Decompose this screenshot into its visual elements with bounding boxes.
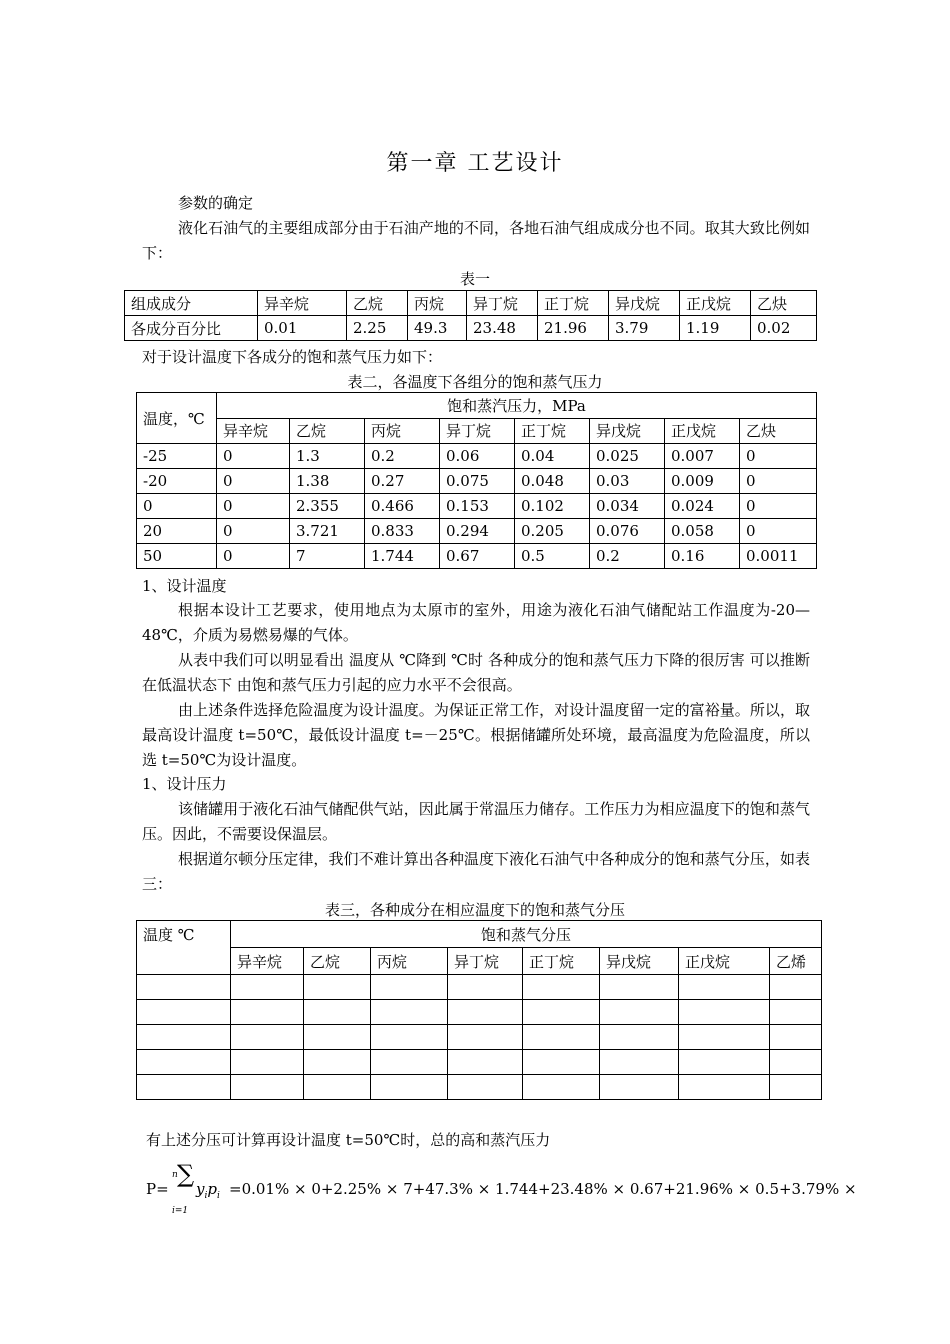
table-cell: [371, 1075, 448, 1100]
table-row: [137, 469, 817, 494]
formula-lhs: P=: [146, 1180, 169, 1198]
chapter-title: 第一章 工艺设计: [386, 151, 564, 176]
table-row: [137, 1000, 822, 1025]
table-cell: 3.79: [609, 316, 680, 341]
table-cell: [137, 1000, 231, 1025]
table-cell: -20: [137, 469, 217, 494]
table-header-cell: 正丁烷: [515, 418, 590, 444]
table-cell: 0.2: [365, 444, 440, 469]
table-cell: 21.96: [538, 316, 609, 341]
table-cell: [448, 1000, 523, 1025]
table-row: [137, 921, 822, 948]
table-cell: [679, 975, 770, 1000]
table-cell: 0.153: [440, 494, 515, 519]
table-cell: [600, 1000, 679, 1025]
table-header-cell: 异辛烷: [231, 948, 304, 975]
table-cell: 2.25: [347, 316, 408, 341]
table-cell: 0.466: [365, 494, 440, 519]
table-row: [137, 393, 817, 419]
table-cell: 0.075: [440, 469, 515, 494]
table-cell: [679, 1075, 770, 1100]
table-cell: [304, 1075, 371, 1100]
table-cell: 0: [217, 444, 290, 469]
table-cell: [770, 1050, 822, 1075]
table-cell: 0.009: [665, 469, 740, 494]
table-cell: -25: [137, 444, 217, 469]
temperature-paragraph-3: 由上述条件选择危险温度为设计温度。为保证正常工作，对设计温度留一定的富裕量。所以，取最高设计温度 t=50℃，最低设计温度 t=－25℃。根据储罐所处环境，最高温度为危险温度，所以选 t=50℃为设计温度。: [142, 701, 810, 769]
table-cell: 正戊烷: [680, 291, 751, 316]
table-cell: 0.01: [258, 316, 347, 341]
pressure-paragraph-2: 根据道尔顿分压定律，我们不难计算出各种温度下液化石油气中各种成分的饱和蒸气分压，如表三：: [142, 850, 810, 893]
table-cell: 3.721: [290, 519, 365, 544]
table-cell: [304, 975, 371, 1000]
table-header-cell: 温度，℃: [137, 393, 217, 444]
table-header-cell: 异戊烷: [600, 948, 679, 975]
table-cell: 1.3: [290, 444, 365, 469]
table-header-cell: 异丁烷: [448, 948, 523, 975]
table-cell: 0: [740, 519, 817, 544]
table-cell: [448, 1075, 523, 1100]
table-cell: [371, 1050, 448, 1075]
table-row: [137, 544, 817, 569]
table-cell: [231, 1075, 304, 1100]
table-header-cell: 丙烷: [371, 948, 448, 975]
table-cell: 0.048: [515, 469, 590, 494]
table-cell: 0.058: [665, 519, 740, 544]
table-row: [137, 444, 817, 469]
formula-sigma: ∑: [177, 1160, 195, 1188]
table-row: [137, 1075, 822, 1100]
table-cell: 1.19: [680, 316, 751, 341]
table-header-cell: 饱和蒸气分压: [231, 921, 822, 948]
table-row: [125, 291, 817, 316]
table-cell: [770, 1000, 822, 1025]
partial-pressure-table: [136, 920, 822, 1100]
table-cell: [231, 1025, 304, 1050]
table-cell: [371, 1025, 448, 1050]
formula-upper-limit: n: [172, 1170, 178, 1180]
pressure-intro: 对于设计温度下各成分的饱和蒸气压力如下：: [142, 348, 443, 366]
table-cell: 20: [137, 519, 217, 544]
table-cell: [137, 1075, 231, 1100]
temperature-paragraph-2: 从表中我们可以明显看出 温度从 ℃降到 ℃时 各种成分的饱和蒸气压力下降的很厉害 可以推断 在低温状态下 由饱和蒸气压力引起的应力水平不会很高。: [142, 651, 810, 694]
table-cell: [600, 975, 679, 1000]
table3-caption: 表三，各种成分在相应温度下的饱和蒸气分压: [324, 901, 625, 919]
table-cell: 0.076: [590, 519, 665, 544]
table-cell: 0.5: [515, 544, 590, 569]
table-cell: 0.102: [515, 494, 590, 519]
pressure-paragraph-1: 该储罐用于液化石油气储配供气站，因此属于常温压力储存。工作压力为相应温度下的饱和蒸气压。因此，不需要设保温层。: [142, 800, 810, 843]
table-cell: [523, 1050, 600, 1075]
table-cell: [371, 975, 448, 1000]
table-row: [137, 494, 817, 519]
table-cell: 7: [290, 544, 365, 569]
table-cell: 0: [217, 544, 290, 569]
table-cell: 0: [740, 444, 817, 469]
intro-paragraph: 液化石油气的主要组成部分由于石油产地的不同，各地石油气组成成分也不同。取其大致比例如下：: [142, 219, 810, 262]
table-row: [137, 519, 817, 544]
table-cell: 乙烷: [347, 291, 408, 316]
table-cell: [448, 975, 523, 1000]
table-cell: 乙炔: [751, 291, 817, 316]
table-header-cell: 异辛烷: [217, 418, 290, 444]
table-cell: 组成成分: [125, 291, 258, 316]
table-row: [137, 975, 822, 1000]
table-cell: 丙烷: [408, 291, 467, 316]
table-cell: [523, 1000, 600, 1025]
table-cell: 各成分百分比: [125, 316, 258, 341]
table-cell: [304, 1000, 371, 1025]
table-cell: [371, 1000, 448, 1025]
table-cell: 50: [137, 544, 217, 569]
table-cell: 0.025: [590, 444, 665, 469]
table-header-cell: 正戊烷: [679, 948, 770, 975]
table-cell: 0.007: [665, 444, 740, 469]
formula-p: p: [207, 1180, 217, 1198]
table-cell: [137, 1025, 231, 1050]
table-cell: [304, 1025, 371, 1050]
table-cell: 0.833: [365, 519, 440, 544]
table-cell: [679, 1000, 770, 1025]
table-cell: [770, 975, 822, 1000]
table-cell: 0.04: [515, 444, 590, 469]
intro-heading: 参数的确定: [178, 194, 254, 212]
table2-caption: 表二，各温度下各组分的饱和蒸气压力: [347, 373, 603, 391]
section-design-temperature-heading: 1、设计温度: [142, 577, 227, 595]
table-cell: 异丁烷: [467, 291, 538, 316]
table-cell: 2.355: [290, 494, 365, 519]
table-header-cell: 饱和蒸汽压力，MPa: [217, 393, 817, 419]
composition-table: [124, 290, 817, 341]
temperature-paragraph-1: 根据本设计工艺要求，使用地点为太原市的室外，用途为液化石油气储配站工作温度为-20—48℃，介质为易燃易爆的气体。: [142, 601, 810, 644]
table-cell: [600, 1025, 679, 1050]
table-cell: 0.03: [590, 469, 665, 494]
formula-lower-limit: i=1: [172, 1206, 189, 1216]
table-cell: 0.27: [365, 469, 440, 494]
formula-subscript: i: [216, 1191, 220, 1201]
table-header-cell: 温度 ℃: [137, 921, 231, 975]
pressure-formula: [146, 1160, 857, 1220]
table-cell: 49.3: [408, 316, 467, 341]
table-cell: 异戊烷: [609, 291, 680, 316]
table-header-cell: 正丁烷: [523, 948, 600, 975]
table-cell: 0.67: [440, 544, 515, 569]
table-cell: [523, 1075, 600, 1100]
table-cell: 0.294: [440, 519, 515, 544]
table-cell: [679, 1050, 770, 1075]
table-cell: [231, 1000, 304, 1025]
table-cell: [304, 1050, 371, 1075]
formula-rhs: =0.01% × 0+2.25% × 7+47.3% × 1.744+23.48% × 0.67+21.96% × 0.5+3.79% ×: [229, 1180, 857, 1198]
table-row: [137, 948, 822, 975]
table-cell: [770, 1025, 822, 1050]
table-cell: 0.034: [590, 494, 665, 519]
table-cell: 0: [217, 519, 290, 544]
table-cell: [137, 975, 231, 1000]
table-cell: 0.2: [590, 544, 665, 569]
table-header-cell: 异戊烷: [590, 418, 665, 444]
table-cell: [600, 1075, 679, 1100]
table-cell: [679, 1025, 770, 1050]
table-cell: 0.205: [515, 519, 590, 544]
table-row: [137, 1025, 822, 1050]
table-header-cell: 乙烯: [770, 948, 822, 975]
table-header-cell: 乙烷: [290, 418, 365, 444]
table-cell: 1.744: [365, 544, 440, 569]
table-cell: [448, 1050, 523, 1075]
table-cell: 0.06: [440, 444, 515, 469]
section-design-pressure-heading: 1、设计压力: [142, 775, 227, 793]
table-cell: 正丁烷: [538, 291, 609, 316]
table-cell: [448, 1025, 523, 1050]
table-cell: [231, 1050, 304, 1075]
table1-caption: 表一: [459, 270, 490, 288]
table-header-cell: 异丁烷: [440, 418, 515, 444]
table-cell: 0.0011: [740, 544, 817, 569]
table-cell: 0: [137, 494, 217, 519]
table-cell: 0.024: [665, 494, 740, 519]
table-cell: 异辛烷: [258, 291, 347, 316]
table-cell: [137, 1050, 231, 1075]
vapor-pressure-table: [136, 392, 817, 569]
table-cell: [600, 1050, 679, 1075]
table-cell: 0: [740, 469, 817, 494]
table-header-cell: 乙烷: [304, 948, 371, 975]
table-cell: 1.38: [290, 469, 365, 494]
formula-term: [196, 1180, 220, 1201]
table-cell: 0: [740, 494, 817, 519]
table-cell: 0: [217, 469, 290, 494]
formula-y: y: [196, 1180, 205, 1198]
table-cell: [231, 975, 304, 1000]
table-header-cell: 乙炔: [740, 418, 817, 444]
table-cell: 0.16: [665, 544, 740, 569]
table-cell: [523, 1025, 600, 1050]
table-cell: 23.48: [467, 316, 538, 341]
table-row: [125, 316, 817, 341]
table-row: [137, 418, 817, 444]
formula-subscript: i: [204, 1191, 208, 1201]
table-header-cell: 正戊烷: [665, 418, 740, 444]
table-cell: [523, 975, 600, 1000]
table-header-cell: 丙烷: [365, 418, 440, 444]
table-cell: 0: [217, 494, 290, 519]
total-pressure-text: 有上述分压可计算再设计温度 t=50℃时，总的高和蒸汽压力: [146, 1131, 551, 1149]
table-cell: [770, 1075, 822, 1100]
table-row: [137, 1050, 822, 1075]
table-cell: 0.02: [751, 316, 817, 341]
